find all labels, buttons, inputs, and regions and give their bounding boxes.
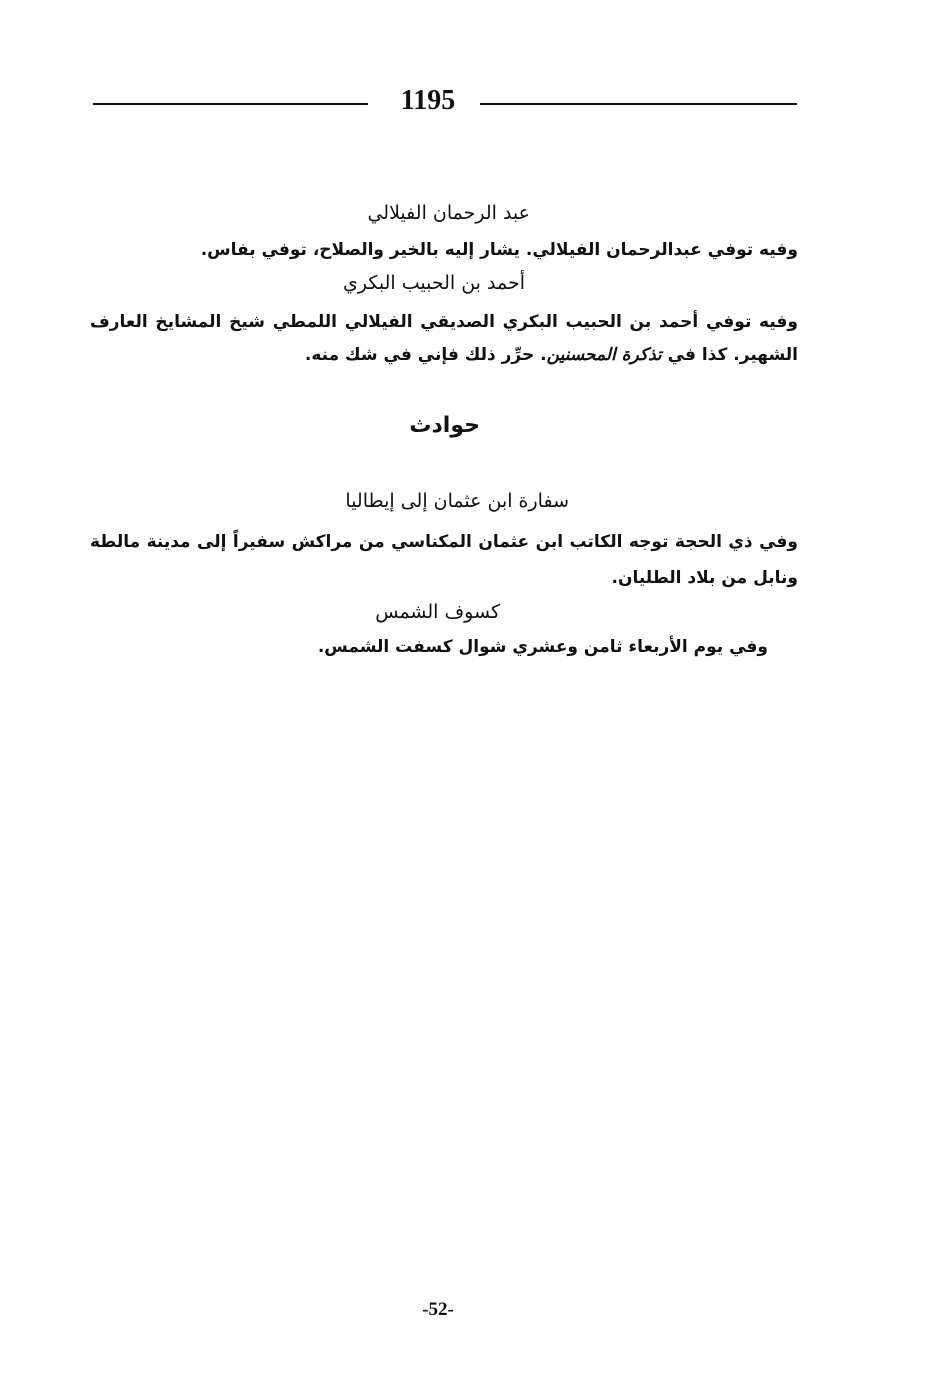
event-text-embassy-italy-line2: ونابل من بلاد الطليان.: [611, 568, 798, 588]
year-heading: 1195: [400, 85, 456, 116]
entry-heading-abd-al-rahman: عبد الرحمان الفيلالي: [367, 202, 530, 224]
event-text-solar-eclipse: وفي يوم الأربعاء ثامن وعشري شوال كسفت الشمس.: [317, 637, 768, 657]
page-number: -52-: [422, 1299, 454, 1320]
entry-text-ahmad-al-bakri-line1: وفيه توفي أحمد بن الحبيب البكري الصديقي الفيلالي اللمطي شيخ المشايخ العارف: [90, 312, 798, 332]
line2-after: . حرِّر ذلك فإني في شك منه.: [304, 345, 547, 365]
book-title-tadhkirat-al-muhsinin: تذكرة المحسنين: [546, 345, 662, 365]
event-heading-embassy-italy: سفارة ابن عثمان إلى إيطاليا: [345, 490, 569, 512]
line2-before: الشهير. كذا في: [661, 345, 798, 365]
header-rule-right: [480, 103, 797, 105]
header-rule-left: [93, 103, 368, 105]
event-heading-solar-eclipse: كسوف الشمس: [375, 601, 500, 623]
entry-heading-ahmad-al-bakri: أحمد بن الحبيب البكري: [343, 272, 525, 294]
section-title-events: حوادث: [409, 413, 480, 438]
entry-text-ahmad-al-bakri-line2: [305, 340, 798, 370]
event-text-embassy-italy-line1: وفي ذي الحجة توجه الكاتب ابن عثمان المكناسي من مراكش سفيراً إلى مدينة مالطة: [90, 532, 798, 552]
entry-text-abd-al-rahman: وفيه توفي عبدالرحمان الفيلالي. يشار إليه بالخير والصلاح، توفي بفاس.: [200, 240, 798, 260]
